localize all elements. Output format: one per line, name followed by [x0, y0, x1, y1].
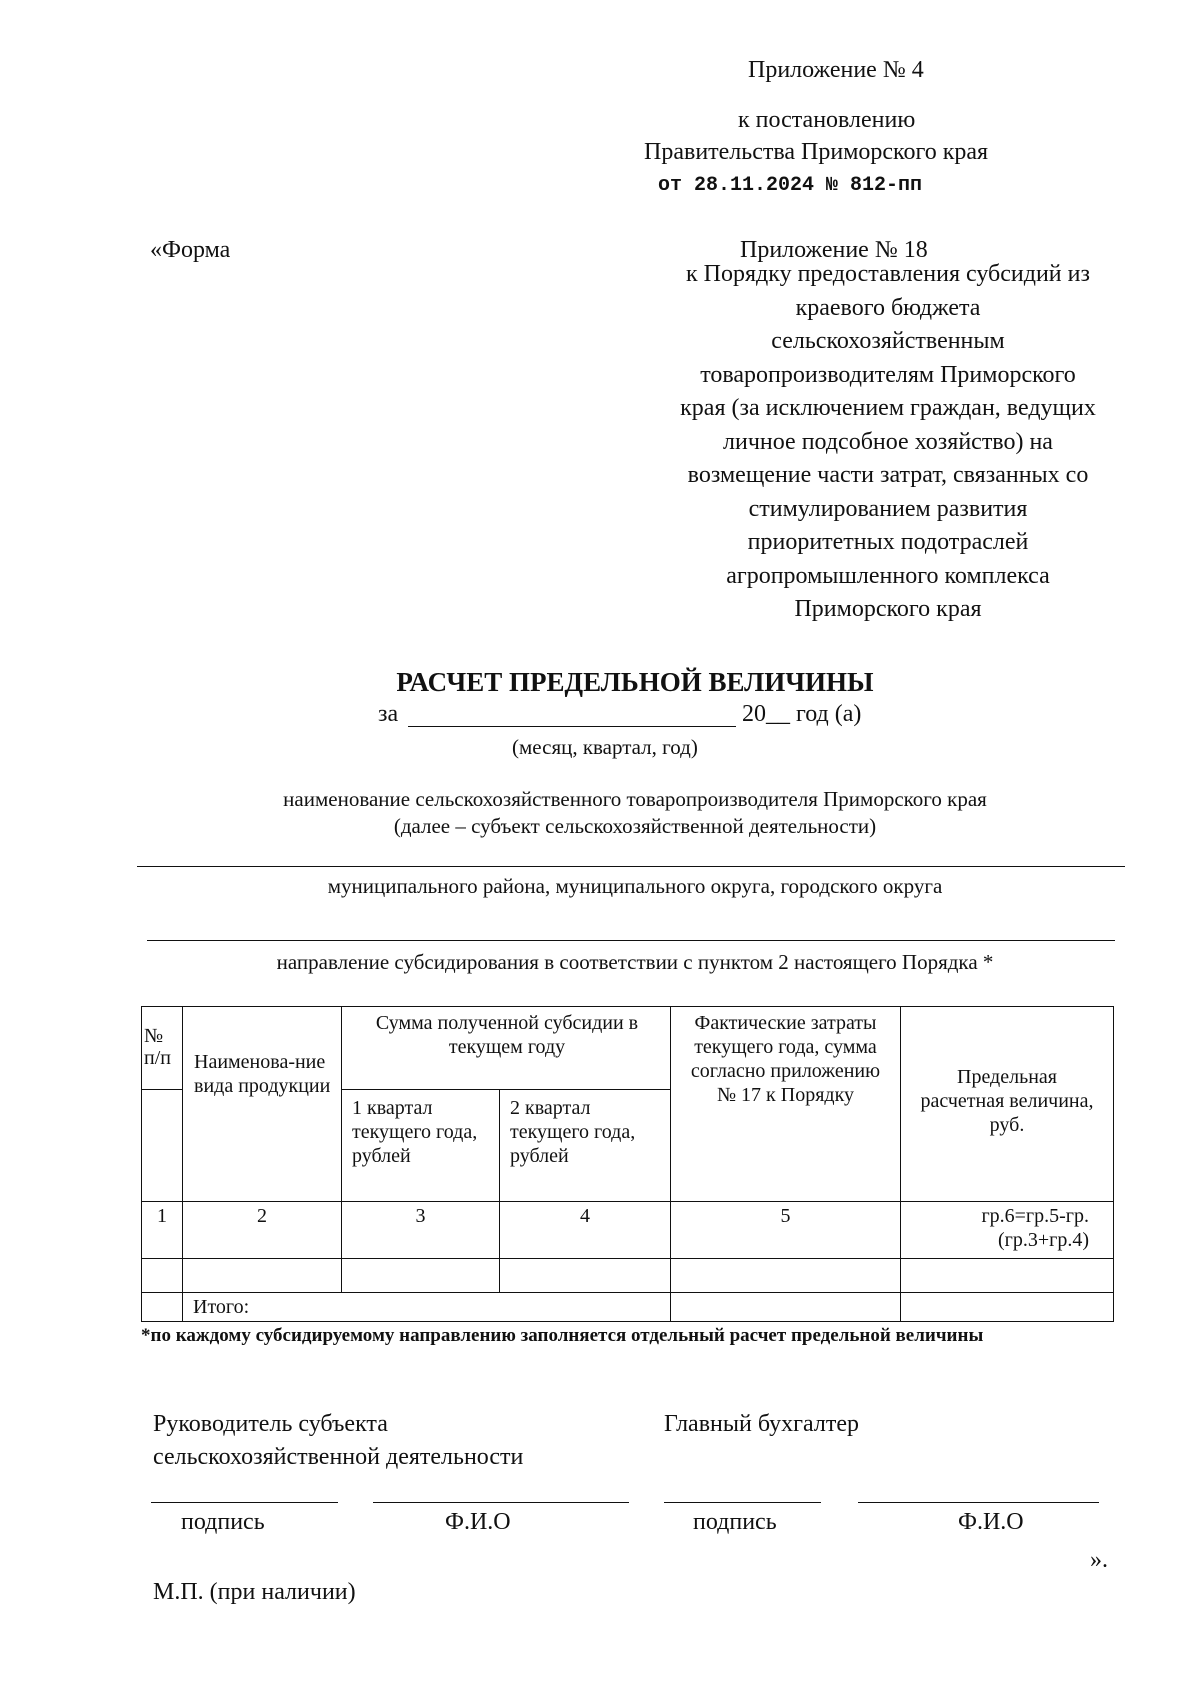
head-signature-line	[151, 1502, 338, 1503]
column-number: 5	[671, 1202, 901, 1259]
table-cell	[500, 1259, 671, 1293]
order-line: возмещение части затрат, связанных со	[687, 462, 1089, 488]
col-header-q1: 1 квартал текущего года, рублей	[342, 1090, 500, 1202]
period-hint: (месяц, квартал, год)	[512, 735, 698, 759]
table-header-row	[142, 1007, 1114, 1090]
table-cell	[183, 1259, 342, 1293]
column-number: 4	[500, 1202, 671, 1259]
year-label: 20__ год (а)	[742, 701, 862, 727]
district-hint: муниципального района, муниципального округа, городского округа	[327, 874, 943, 898]
order-line: сельскохозяйственным	[771, 328, 1005, 354]
to-resolution-label: к постановлению	[738, 107, 916, 133]
name-label: Ф.И.О	[958, 1509, 1024, 1535]
form-label: «Форма	[150, 237, 231, 263]
signature-label: подпись	[693, 1509, 777, 1535]
order-line: личное подсобное хозяйство) на	[723, 428, 1053, 455]
table-cell	[142, 1259, 183, 1293]
col-header-number-empty	[142, 1090, 183, 1202]
table-row	[142, 1259, 1114, 1293]
appendix-18-label: Приложение № 18	[740, 237, 928, 263]
footnote: *по каждому субсидируемому направлению заполняется отдельный расчет предельной величины	[141, 1325, 984, 1346]
head-title-line1: Руководитель субъекта	[153, 1411, 388, 1437]
accountant-signature-line	[664, 1502, 821, 1503]
period-fill-line	[408, 726, 736, 727]
table-row-numbers	[142, 1202, 1114, 1259]
table-cell	[671, 1259, 901, 1293]
total-label: Итого:	[183, 1293, 671, 1322]
col-header-limit-value: Предельная расчетная величина, руб.	[901, 1007, 1114, 1202]
producer-subject-hint: (далее – субъект сельскохозяйственной деятельности)	[393, 814, 877, 838]
column-number-formula: гр.6=гр.5-гр.(гр.3+гр.4)	[901, 1202, 1114, 1259]
col-header-q2: 2 квартал текущего года, рублей	[500, 1090, 671, 1202]
order-reference	[598, 258, 1178, 627]
table-cell	[901, 1259, 1114, 1293]
for-label: за	[378, 701, 399, 727]
signature-label: подпись	[181, 1509, 265, 1535]
table-cell	[142, 1293, 183, 1322]
col-header-actual-costs: Фактические затраты текущего года, сумма согласно приложению № 17 к Порядку	[671, 1007, 901, 1202]
page-title: РАСЧЕТ ПРЕДЕЛЬНОЙ ВЕЛИЧИНЫ	[396, 667, 874, 697]
order-line: края (за исключением граждан, ведущих	[680, 395, 1096, 421]
table-cell	[901, 1293, 1114, 1322]
order-line: краевого бюджета	[795, 294, 981, 321]
table-cell	[342, 1259, 500, 1293]
column-number: 2	[183, 1202, 342, 1259]
direction-hint: направление субсидирования в соответствии с пунктом 2 настоящего Порядка *	[276, 950, 994, 974]
order-line: стимулированием развития	[748, 495, 1028, 522]
producer-name-hint: наименование сельскохозяйственного товаропроизводителя Приморского края	[283, 787, 987, 811]
column-number: 3	[342, 1202, 500, 1259]
col-header-subsidy-group: Сумма полученной субсидии в текущем году	[342, 1007, 671, 1090]
seal-label: М.П. (при наличии)	[153, 1579, 356, 1605]
closing-quote: ».	[1090, 1547, 1108, 1573]
order-line: агропромышленного комплекса	[726, 562, 1050, 589]
order-line: приоритетных подотраслей	[747, 529, 1029, 555]
accountant-title: Главный бухгалтер	[664, 1411, 859, 1437]
col-header-number: № п/п	[142, 1007, 183, 1090]
accountant-name-line	[858, 1502, 1099, 1503]
order-line: Приморского края	[794, 596, 982, 622]
government-label: Правительства Приморского края	[644, 139, 989, 165]
calculation-table	[141, 1006, 1114, 1322]
col-header-product: Наименова-ние вида продукции	[183, 1007, 342, 1202]
head-title-line2: сельскохозяйственной деятельности	[153, 1444, 524, 1470]
direction-fill-line	[147, 940, 1115, 941]
resolution-date-number: от 28.11.2024 № 812-пп	[658, 174, 923, 197]
name-label: Ф.И.О	[445, 1509, 511, 1535]
order-line: к Порядку предоставления субсидий из	[686, 261, 1090, 287]
table-total-row	[142, 1293, 1114, 1322]
column-number: 1	[142, 1202, 183, 1259]
table-cell	[671, 1293, 901, 1322]
appendix-4-label: Приложение № 4	[748, 57, 924, 83]
order-line: товаропроизводителям Приморского	[700, 361, 1076, 388]
head-name-line	[373, 1502, 629, 1503]
district-fill-line	[137, 866, 1125, 867]
